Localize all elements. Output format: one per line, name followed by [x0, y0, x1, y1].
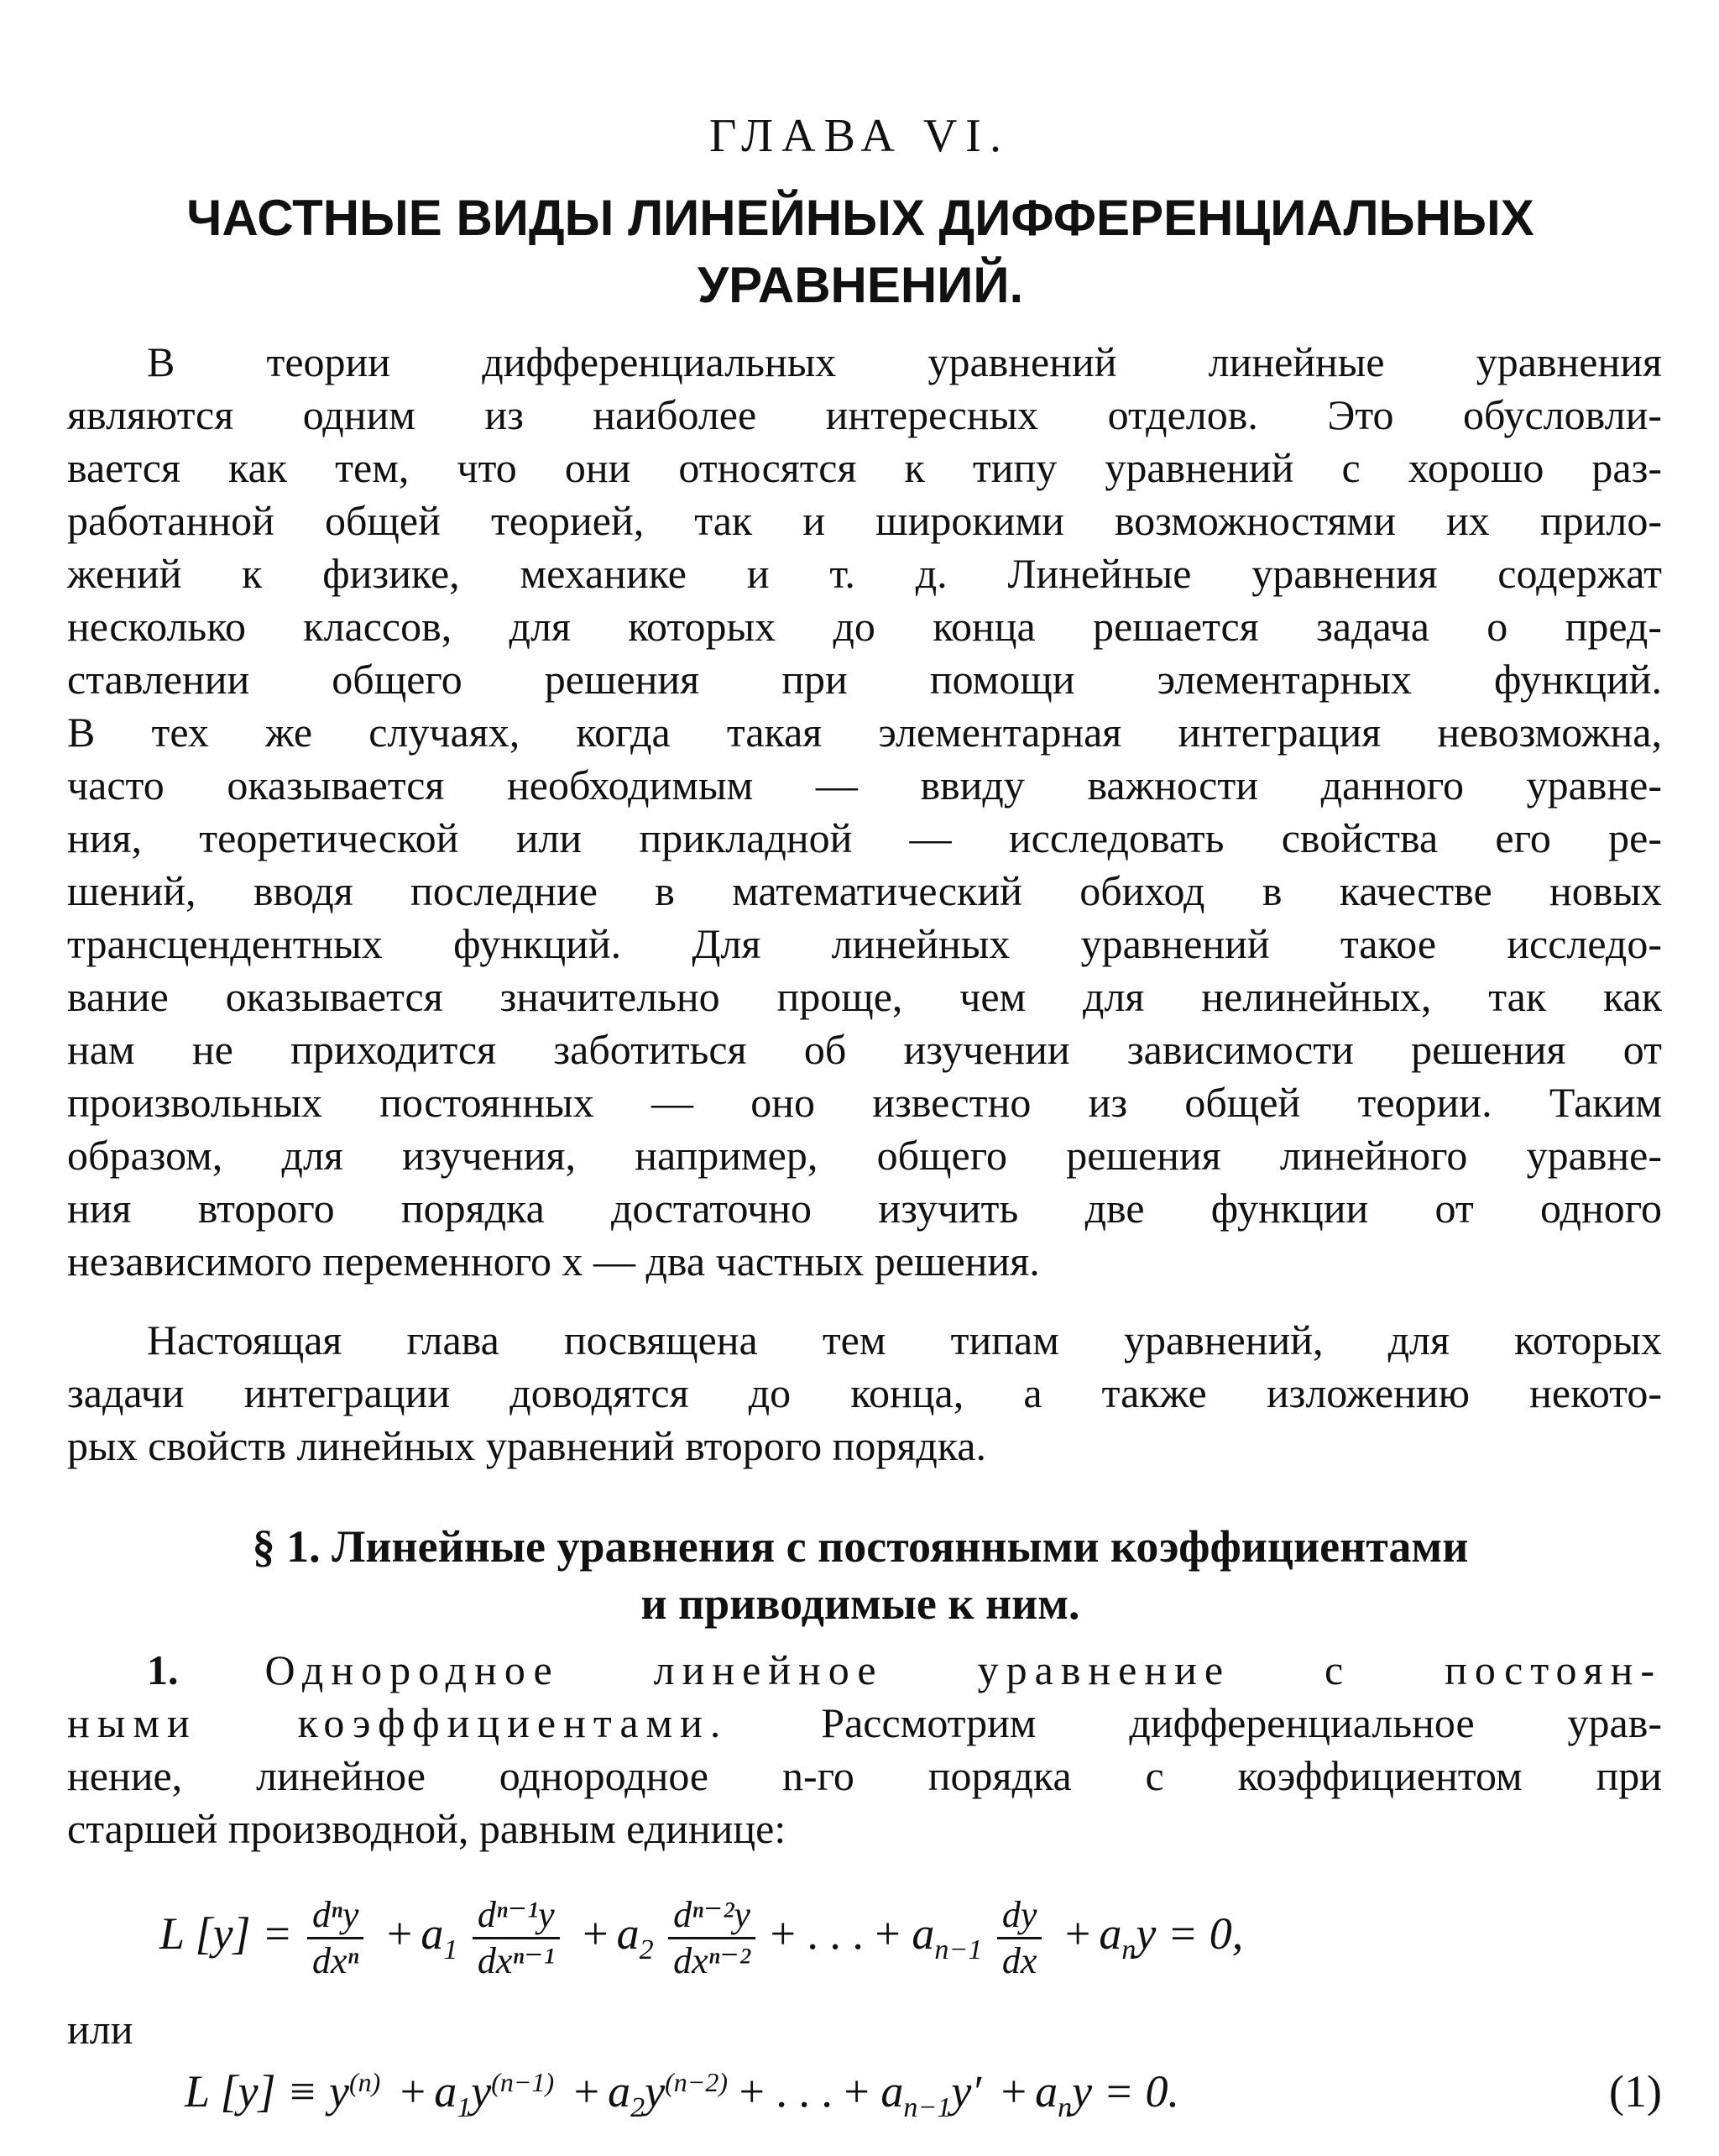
plus-sign: + — [386, 1907, 413, 1959]
subscript: 2 — [630, 2092, 645, 2123]
variable: y′ — [951, 2066, 982, 2117]
denominator: dxⁿ⁻¹ — [477, 1940, 555, 1981]
coef: a — [1035, 2066, 1058, 2117]
subscript: n — [1121, 1934, 1136, 1965]
text-line: являются одним из наиболее интересных отделов. Это обусловли- — [67, 391, 1662, 438]
plus-sign: + — [1064, 1907, 1091, 1959]
second-paragraph — [67, 1314, 1662, 1473]
chapter-label: ГЛАВА VI. — [709, 110, 1010, 162]
coef: a — [616, 1907, 640, 1959]
connective-word: или — [67, 2006, 133, 2053]
text-fragment: Рассмотрим дифференциальное урав- — [821, 1699, 1663, 1746]
subsection-title: Однородное линейное уравнение с постоян- — [264, 1646, 1662, 1693]
subscript: n — [1058, 2092, 1073, 2123]
formula-tail: y = 0, — [1136, 1907, 1244, 1959]
subscript: 2 — [639, 1934, 654, 1965]
equation-operator-prime-form — [185, 2065, 1662, 2124]
text-line: нение, линейное однородное n-го порядка с коэффициентом при — [67, 1752, 1662, 1799]
subsection-number: 1. — [147, 1646, 179, 1693]
plus-sign: + — [1001, 2066, 1027, 2117]
equation-operator-fraction-form — [159, 1893, 1586, 1983]
section-heading-line: § 1. Линейные уравнения с постоянными коэффициентами — [252, 1521, 1469, 1572]
denominator: dxⁿ — [312, 1940, 359, 1981]
coef: a — [421, 1907, 444, 1959]
section-heading-line: и приводимые к ним. — [640, 1578, 1080, 1629]
plus-sign: + — [583, 1907, 609, 1959]
coef: a — [608, 2066, 631, 2117]
ellipsis: + . . . + — [770, 1907, 901, 1959]
text-line: В теории дифференциальных уравнений линейные уравнения — [147, 338, 1662, 385]
variable: y — [471, 2066, 492, 2117]
coef: a — [1099, 1907, 1122, 1959]
numerator: dⁿ⁻¹y — [473, 1893, 560, 1939]
text-line: вается как тем, что они относятся к типу уравнений с хорошо раз- — [67, 444, 1662, 491]
coef: a — [880, 2066, 904, 2117]
plus-sign: + — [400, 2066, 426, 2117]
subscript: 1 — [457, 2092, 472, 2123]
equation-number: (1) — [1609, 2066, 1662, 2117]
text-line: вание оказывается значительно проще, чем для нелинейных, так как — [67, 973, 1662, 1020]
text-line: старшей производной, равным единице: — [67, 1805, 786, 1852]
text-line: Настоящая глава посвящена тем типам уравнений, для которых — [147, 1316, 1662, 1363]
formula-lhs: L [y] = — [159, 1907, 293, 1959]
numerator: dⁿy — [307, 1893, 363, 1939]
superscript: (n−1) — [491, 2067, 555, 2097]
coef: a — [912, 1907, 935, 1959]
subsection-title-line — [67, 1644, 1662, 1697]
subscript: 1 — [443, 1934, 458, 1965]
text-line: произвольных постоянных — оно известно из общей теории. Таким — [67, 1079, 1662, 1126]
text-line: жений к физике, механике и т. д. Линейные уравнения содержат — [67, 550, 1662, 597]
subsection-paragraph — [67, 1644, 1662, 1855]
fraction — [307, 1893, 363, 1983]
text-line: шений, вводя последние в математический обиход в качестве новых — [67, 867, 1662, 914]
text-line: В тех же случаях, когда такая элементарная интеграция невозможна, — [67, 709, 1662, 756]
intro-paragraph — [67, 336, 1662, 1288]
formula-tail: y = 0. — [1072, 2066, 1180, 2117]
text-line: нам не приходится заботиться об изучении зависимости решения от — [67, 1026, 1662, 1073]
ellipsis: + . . . + — [739, 2066, 870, 2117]
numerator: dⁿ⁻²y — [668, 1893, 755, 1939]
coef: a — [434, 2066, 457, 2117]
plus-sign: + — [573, 2066, 600, 2117]
subsection-title-cont: ными коэффициентами. — [67, 1699, 729, 1746]
text-line: ставлении общего решения при помощи элементарных функций. — [67, 656, 1662, 703]
chapter-title-line: ЧАСТНЫЕ ВИДЫ ЛИНЕЙНЫХ ДИФФЕРЕНЦИАЛЬНЫХ — [186, 190, 1534, 246]
chapter-title-line: УРАВНЕНИЙ. — [697, 257, 1024, 313]
denominator: dxⁿ⁻² — [673, 1940, 750, 1981]
numerator: dy — [997, 1893, 1042, 1939]
text-line: работанной общей теорией, так и широкими возможностями их прило- — [67, 497, 1662, 544]
text-line: несколько классов, для которых до конца решается задача о пред- — [67, 603, 1662, 650]
subscript: n−1 — [934, 1934, 983, 1965]
text-line: ния, теоретической или прикладной — исследовать свойства его ре- — [67, 814, 1662, 861]
text-line: образом, для изучения, например, общего решения линейного уравне- — [67, 1132, 1662, 1179]
fraction — [997, 1893, 1042, 1983]
text-line — [67, 1697, 1662, 1750]
text-line: независимого переменного x — два частных решения. — [67, 1238, 1040, 1285]
subscript: n−1 — [903, 2092, 952, 2123]
denominator: dx — [1001, 1940, 1037, 1981]
text-line: трансцендентных функций. Для линейных уравнений такое исследо- — [67, 920, 1662, 967]
text-line: часто оказывается необходимым — ввиду важности данного уравне- — [67, 761, 1662, 808]
variable: y — [645, 2066, 666, 2117]
text-line: ния второго порядка достаточно изучить две функции от одного — [67, 1185, 1662, 1232]
fraction — [473, 1893, 560, 1983]
superscript: (n) — [348, 2067, 381, 2097]
formula-lhs: L [y] ≡ y — [185, 2066, 349, 2117]
section-heading — [126, 1518, 1595, 1632]
text-line: рых свойств линейных уравнений второго порядка. — [67, 1422, 986, 1469]
chapter-title — [126, 185, 1595, 319]
superscript: (n−2) — [665, 2067, 728, 2097]
fraction — [668, 1893, 755, 1983]
text-line: задачи интеграции доводятся до конца, а также изложению некото- — [67, 1369, 1662, 1416]
